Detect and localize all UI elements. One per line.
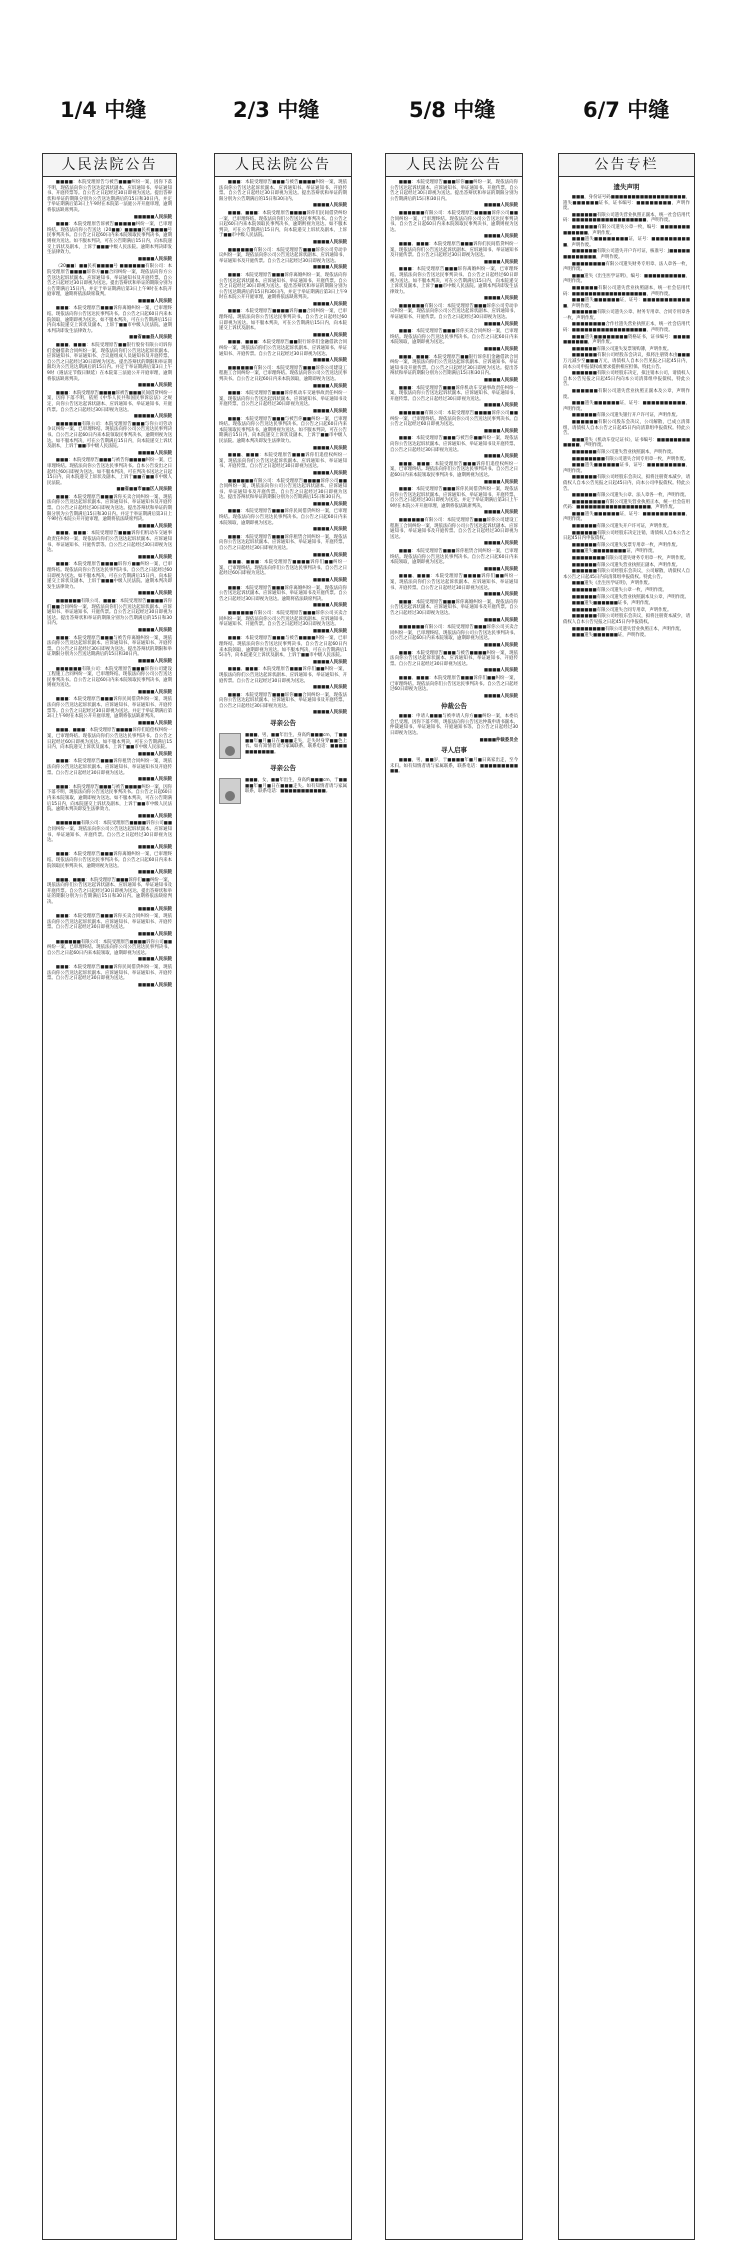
column-label-3: 5/8 中缝 xyxy=(409,98,496,122)
column-header: 公告专栏 xyxy=(559,154,694,177)
column-header: 人民法院公告 xyxy=(43,154,176,177)
section-title: 仲裁公告 xyxy=(441,702,467,711)
section-title: 遗失声明 xyxy=(613,183,640,191)
notice-column-2 xyxy=(214,153,352,2240)
section-title: 寻亲公告 xyxy=(270,719,296,728)
missing-person-entry: ■■■，男，■■年出生，身高约■■■cm，于■■■■年■月■日在■■■走失，走失时身穿■■色上衣。如有知情者请与家属联系，联系电话：■■■■■■■■■■■。 xyxy=(219,731,347,761)
column-label-2: 2/3 中缝 xyxy=(233,98,320,122)
column-label-1: 1/4 中缝 xyxy=(60,98,147,122)
portrait-photo xyxy=(219,733,241,759)
column-header: 人民法院公告 xyxy=(386,154,522,177)
column-label-4: 6/7 中缝 xyxy=(583,98,670,122)
notice-column-3 xyxy=(385,153,523,2240)
notice-column-4 xyxy=(558,153,695,2240)
portrait-photo xyxy=(219,778,241,804)
column-body: ■■■：本院受理原告■■■诉你■■纠纷一案，现依法向你公告送达起诉状副本、应诉通知书、举证通知书、开庭传票。自公告之日起经过30日即视为送达。提出答辩状和举证的期限分别为公告期满后的15日和30日内。 ■■■■人民法院 ■■■■■■有限公司：本院受理原告■■■■诉你公司■■合同纠纷一案，已审理终结。现依法向你公司公告送达民事判决书。自公告之日起60日内来本院领取民事判决书，逾期则视为送达。 ■■■■人民法院 ■■■、■■■：本院受理原告■■■诉你们民间借贷纠纷一案，现依法向你们公告送达起诉状副本、应诉通知书、举证通知书及开庭传票。自公告之日起经过30日即视为送达。 ■■■■人民法院 ■■■：本院受理原告■■■诉你离婚纠纷一案，已审理终结。现依法向你公告送达民事判决书。自公告之日起经过60日即视为送达。如不服本判决，可在公告期满后15日内，向本院递交上诉状及副本，上诉于■■市中级人民法院。逾期本判决即发生法律效力。 ■■■■人民法院 ■■■■■■有限公司：本院受理原告■■■诉你公司劳动争议纠纷一案，现依法向你公司公告送达起诉状副本、应诉通知书、举证通知书、开庭传票。自公告之日起经过30日即视为送达。 ■■■■人民法院 ■■■：本院受理原告■■■诉你买卖合同纠纷一案，已审理终结。现依法向你公告送达民事判决书。自公告之日起60日内来本院领取，逾期即视为送达。 ■■■■人民法院 ■■■、■■■：本院受理原告■■银行诉你们金融借款合同纠纷一案，现依法向你们公告送达起诉状副本、应诉通知书、举证通知书及开庭传票。自公告之日起经过30日即视为送达。提出答辩状和举证的期限分别为公告期满后15日和30日内。 ■■■■人民法院 ■■■：本院受理原告■■■诉你机动车交通事故责任纠纷一案，现依法向你公告送达起诉状副本、应诉通知书、举证通知书、开庭传票。自公告之日起经过30日即视为送达。 ■■■■人民法院 ■■■■■■有限公司：本院受理原告■■■■诉你公司■■纠纷一案，已审理终结。现依法向你公司公告送达民事判决书。自公告之日起经过60日即视为送达。 ■■■■人民法院 ■■■：本院受理原告■■■与被告你■■纠纷一案，现依法向你公告送达起诉状副本、应诉通知书、举证通知书及开庭传票。自公告之日起经过30日即视为送达。 ■■■■人民法院 ■■■、■■■：本院受理原告■■■诉你们追偿权纠纷一案，已审理终结。现依法向你们公告送达民事判决书。自公告之日起60日内来本院领取民事判决书，逾期则视为送达。 ■■■■人民法院 ■■■：本院受理原告■■■诉你民间借贷纠纷一案，现依法向你公告送达起诉状副本、应诉通知书、举证通知书、开庭传票。自公告之日起经过30日即视为送达。并定于举证期满后第3日上午9时在本院公开开庭审理，逾期将依法缺席判决。 ■■■■人民法院 ■■■■■■有限公司：本院受理原告■■■诉你公司建设工程施工合同纠纷一案，现依法向你公司公告送达起诉状副本、应诉通知书、举证通知书及开庭传票。自公告之日起经过30日即视为送达。 ■■■■人民法院 ■■■：本院受理原告■■■诉你租赁合同纠纷一案，已审理终结。现依法向你公告送达民事判决书。自公告之日起60日内来本院领取，逾期即视为送达。 ■■■■人民法院 ■■■、■■■：本院受理原告■■■■诉你们■■纠纷一案，现依法向你们公告送达起诉状副本、应诉通知书、举证通知书、开庭传票。自公告之日起经过30日即视为送达。 ■■■■人民法院 ■■■：本院受理原告■■■诉你离婚纠纷一案，现依法向你公告送达起诉状副本、应诉通知书、举证通知书及开庭传票。自公告之日起经过30日即视为送达。 ■■■■人民法院 ■■■■■■有限公司：本院受理原告■■■诉你公司买卖合同纠纷一案，已审理终结。现依法向你公司公告送达民事判决书。自公告之日起60日内来本院领取，逾期即视为送达。 ■■■■人民法院 ■■■：本院受理原告■■■与被告■■■■纠纷一案，现依法向你公告送达起诉状副本、应诉通知书、举证通知书、开庭传票。自公告之日起经过30日即视为送达。 ■■■■人民法院 ■■■、■■■：本院受理原告■■■诉你们■■纠纷一案，已审理终结。现依法向你们公告送达民事判决书。自公告之日起经过60日即视为送达。 ■■■■人民法院 仲裁公告 ■■■：申请人■■■与被申请人你方■■纠纷一案，本委员会已受理。因你下落不明，现依法向你公告送达仲裁申请书副本、仲裁通知书、举证通知书、开庭通知书等。自公告之日起经过30日即视为送达。 ■■■■仲裁委员会 寻人启事 ■■■，男，■■岁，于■■■■年■月■日离家出走，至今未归。如有知情者请与家属联系，联系电话：■■■■■■■■■■■。 xyxy=(390,180,518,775)
column-body: 遗失声明 ■■■，身份证号码■■■■■■■■■■■■■■■■■■，遗失■■■■■■证书，证书编号：■■■■■■■■，声明作废。 ■■■■■■有限公司遗失营业执照正副本，统一社会信用代码：■■■■■■■■■■■■■■■■■■，声明作废。 ■■■■■■有限公司遗失公章一枚，编号：■■■■■■■■■■■■■，声明作废。 ■■■遗失■■■■■■■■证，证号：■■■■■■■■■■，声明作废。 ■■■■■■有限公司遗失开户许可证，核准号：J■■■■■■■■■■■■■，声明作废。 ■■■■■■■■有限公司遗失财务专用章、法人章各一枚，声明作废。 ■■■遗失《出生医学证明》，编号：■■■■■■■■■■，声明作废。 ■■■■■■有限公司遗失营业执照副本，统一社会信用代码：■■■■■■■■■■■■■■■■■■，声明作废。 ■■■遗失■■■■■■证，证号：■■■■■■■■■■■■，声明作废。 ■■■■■■有限公司遗失公章、财务专用章、合同专用章各一枚，声明作废。 ■■■■■■■■合作社遗失营业执照正本，统一社会信用代码：■■■■■■■■■■■■■■■■■■，声明作废。 ■■■遗失■■■■■■■■资格证书，证书编号：■■■■■■■■■■，声明作废。 ■■■■■■有限公司遗失发票领购簿，声明作废。 ■■■■■■有限公司经股东会决议，拟将注册资本由■■■万元减少至■■■万元，请债权人自本公告见报之日起45日内，向本公司申报债权或要求提供相应担保。特此公告。 ■■■■■■有限公司经股东决定，拟注销本公司，请债权人自本公告见报之日起45日内向本公司清算组申报债权。特此公告。 ■■■■■■有限公司遗失营业执照正副本及公章，声明作废。 ■■■遗失■■■■■■证，证号：■■■■■■■■■■，声明作废。 ■■■■■■有限公司遗失银行开户许可证，声明作废。 ■■■■■■有限公司股东会决议，公司解散，已成立清算组，请债权人自本公告之日起45日内向清算组申报债权。特此公告。 ■■■遗失《机动车登记证书》，证书编号：■■■■■■■■■■■■，声明作废。 ■■■■■■有限公司遗失营业执照副本，声明作废。 ■■■■■■■■有限公司遗失合同专用章一枚，声明作废。 ■■■遗失■■■■■■证书，证号：■■■■■■■■■，声明作废。 ■■■■■■有限公司经股东会决议，拟将注册资本减少，请债权人自本公告见报之日起45日内，向本公司申报债权。特此公告。 ■■■■■■有限公司遗失公章、法人章各一枚，声明作废。 ■■■■■■■■有限公司遗失营业执照正本，统一社会信用代码：■■■■■■■■■■■■■■■■■■，声明作废。 ■■■遗失■■■■■■证，证号：■■■■■■■■■■，声明作废。 ■■■■■■有限公司遗失开户许可证，声明作废。 ■■■■■■有限公司经股东决定注销，请债权人自本公告之日起45日内申报债权。 ■■■■■■有限公司遗失发票专用章一枚，声明作废。 ■■■遗失■■■■■■■■证，声明作废。 ■■■■■■■■有限公司遗失财务专用章一枚，声明作废。 ■■■■■■有限公司遗失营业执照正副本，声明作废。 ■■■■■■有限公司经股东会决议，公司解散，请债权人自本公告之日起45日内向清算组申报债权。特此公告。 ■■■遗失《出生医学证明》，声明作废。 ■■■■■■有限公司遗失公章一枚，声明作废。 ■■■■■■有限公司遗失营业执照副本及公章，声明作废。 ■■■遗失■■■■■■证书，声明作废。 ■■■■■■有限公司遗失合同专用章，声明作废。 ■■■■■■有限公司经股东会决议，拟将注册资本减少，请债权人自本公告见报之日起45日内申报债权。 ■■■■■■■■有限公司遗失营业执照正本，声明作废。 ■■■遗失■■■■■■证，声明作废。 xyxy=(563,183,690,639)
column-body: ■■■：本院受理原告■■■与被告■■■■纠纷一案，现依法向你公告送达起诉状副本、应诉通知书、举证通知书、开庭传票。自公告之日起经过30日即视为送达。提出答辩状和举证的期限分别为公告期满后的15日和30日内。 ■■■■人民法院 ■■■、■■■：本院受理原告■■■■诉你们民间借贷纠纷一案，已审理终结。现依法向你们公告送达民事判决书。自公告之日起60日内来本院领取民事判决书，逾期则视为送达。如不服本判决，可在公告期满后15日内，向本院递交上诉状及副本，上诉于■■市中级人民法院。 ■■■■人民法院 ■■■■■■有限公司：本院受理原告■■■诉你公司劳动争议纠纷一案，现依法向你公司公告送达起诉状副本、应诉通知书、举证通知书及开庭传票。自公告之日起经过30日即视为送达。 ■■■■人民法院 ■■■：本院受理原告■■■诉你离婚纠纷一案，现依法向你公告送达起诉状副本、应诉通知书、举证通知书、开庭传票。自公告之日起经过30日即视为送达。提出答辩状和举证的期限分别为公告送达期满后的15日和30日内。并定于举证期满后第3日上午9时在本院公开开庭审理，逾期将依法缺席判决。 ■■■■人民法院 ■■■：本院受理原告■■■■诉你■■合同纠纷一案，已审理终结。现依法向你公告送达民事判决书。自公告之日起经过60日即视为送达。如不服本判决，可在公告期满后15日内，向本院递交上诉状及副本。 ■■■■人民法院 ■■■、■■■：本院受理原告■■银行诉你们金融借款合同纠纷一案，现依法向你们公告送达起诉状副本、应诉通知书、举证通知书、开庭传票。自公告之日起经过30日即视为送达。 ■■■■人民法院 ■■■■■■有限公司：本院受理原告■■■诉你公司建设工程施工合同纠纷一案，已审理终结。现依法向你公司公告送达民事判决书。自公告之日起60日内来本院领取，逾期即视为送达。 ■■■■人民法院 ■■■：本院受理原告■■■诉你机动车交通事故责任纠纷一案，现依法向你公告送达起诉状副本、应诉通知书、举证通知书及开庭传票。自公告之日起经过30日即视为送达。 ■■■■人民法院 ■■■：本院受理原告■■■与被告你■■纠纷一案，已审理终结。现依法向你公告送达民事判决书。自公告之日起60日内来本院领取民事判决书，逾期则视为送达。如不服本判决，可在公告期满后15日内，向本院递交上诉状及副本，上诉于■■市中级人民法院。逾期本判决即发生法律效力。 ■■■■人民法院 ■■■、■■■：本院受理原告■■■诉你们追偿权纠纷一案，现依法向你们公告送达起诉状副本、应诉通知书、举证通知书、开庭传票。自公告之日起经过30日即视为送达。 ■■■■人民法院 ■■■■■■有限公司：本院受理原告■■■■诉你公司■■合同纠纷一案，现依法向你公司公告送达起诉状副本、应诉通知书、举证通知书及开庭传票。自公告之日起经过30日即视为送达。提出答辩状和举证的期限分别为公告期满后15日和30日内。 ■■■■人民法院 ■■■：本院受理原告■■■诉你民间借贷纠纷一案，已审理终结。现依法向你公告送达民事判决书。自公告之日起60日内来本院领取，逾期即视为送达。 ■■■■人民法院 ■■■：本院受理原告■■■诉你租赁合同纠纷一案，现依法向你公告送达起诉状副本、应诉通知书、举证通知书、开庭传票。自公告之日起经过30日即视为送达。 ■■■■人民法院 ■■■、■■■：本院受理原告■■■■诉你们■■纠纷一案，已审理终结。现依法向你们公告送达民事判决书。自公告之日起经过60日即视为送达。 ■■■■人民法院 ■■■：本院受理原告■■■诉你离婚纠纷一案，现依法向你公告送达起诉状副本、应诉通知书、举证通知书及开庭传票。自公告之日起经过30日即视为送达。逾期将依法缺席判决。 ■■■■人民法院 ■■■■■■有限公司：本院受理原告■■■诉你公司买卖合同纠纷一案，现依法向你公司公告送达起诉状副本、应诉通知书、举证通知书、开庭传票。自公告之日起经过30日即视为送达。 ■■■■人民法院 ■■■：本院受理原告■■■与被告■■■■纠纷一案，已审理终结。现依法向你公告送达民事判决书。自公告之日起60日内来本院领取，逾期即视为送达。如不服本判决，可在公告期满后15日内，向本院递交上诉状及副本，上诉于■■市中级人民法院。 ■■■■人民法院 ■■■、■■■：本院受理原告■■■诉你们■■纠纷一案，现依法向你们公告送达起诉状副本、应诉通知书、举证通知书、开庭传票。自公告之日起经过30日即视为送达。 ■■■■人民法院 ■■■：本院受理原告■■■诉你■■合同纠纷一案，现依法向你公告送达起诉状副本、应诉通知书、举证通知书及开庭传票。自公告之日起经过30日即视为送达。 ■■■■人民法院 寻亲公告 ■■■，男，■■年出生，身高约■■■cm，于■■■■年■月■日在■■■走失，走失时身穿■■色上衣。如有知情者请与家属联系，联系电话：■■■■■■■■■■■。 寻亲公告 ■■■，女，■■年出生，身高约■■■cm，于■■■■年■月■日在■■■走失。如有知情者请与家属联系，联系电话：■■■■■■■■■■■。 xyxy=(215,177,351,812)
section-title-2: 寻亲公告 xyxy=(270,764,296,773)
missing-person-entry: ■■■，女，■■年出生，身高约■■■cm，于■■■■年■月■日在■■■走失。如有知情者请与家属联系，联系电话：■■■■■■■■■■■。 xyxy=(219,776,347,806)
column-header: 人民法院公告 xyxy=(215,154,351,177)
column-body: ■■■■：本院受理原告与被告■■■纠纷一案，因你下落不明，现依法向你公告送达起诉状副本、应诉通知书、举证通知书、开庭传票等。自公告之日起经过30日即视为送达。提出答辩状和举证的期限分别为公告送达期满后的15日和30日内。并定于举证期满后第3日上午9时在本院第一法庭公开开庭审理，逾期将依法缺席判决。 ■■■■■人民法院 ■■■：本院受理原告诉被告■■■■■纠纷一案，已审理终结。现依法向你公告送达（20■■）■■■■民初■■■■号民事判决书。自公告之日起60日内来本院领取民事判决书，逾期则视为送达。如不服本判决，可在公告期满后15日内，向本院递交上诉状及副本，上诉于■■■中级人民法院。逾期本判决即发生法律效力。 ■■■■人民法院 （20■■）■■民初■■■■号 ■■■■■■有限公司：本院受理原告■■■■诉你方■■合同纠纷一案，现依法向你方公告送达起诉状副本、应诉通知书、举证通知书及开庭传票。自公告之日起经过30日即视为送达。提出答辩状和举证的期限分别为公告期满后15日内。并定于举证期满后第3日上午9时在本院开庭审理，逾期将依法缺席裁判。 ■■■■人民法院 ■■■：本院受理原告■■■诉你离婚纠纷一案，已审理终结。现依法向你公告送达民事判决书。自公告之日起60日内来本院领取，逾期即视为送达。如不服本判决，可在公告期满后15日内向本院递交上诉状及副本，上诉于■■市中级人民法院。逾期本判决即发生法律效力。 ■■省■■县人民法院 ■■■、■■■：本院受理原告■■银行股份有限公司诉你们金融借款合同纠纷一案，现依法向你们公告送达起诉状副本、应诉通知书、举证通知书、合议庭组成人员通知书及开庭传票。自公告之日起经过30日即视为送达。提出答辩状的期限和举证期限均为公告送达期满后的15日内。并定于举证期满后第3日上午9时（遇法定节假日顺延）在本院第三法庭公开开庭审理，逾期将依法缺席判决。 ■■■■人民法院 ■■■：本院受理原告■■■■诉被告■■■民间借贷纠纷一案，因你下落不明，依照《中华人民共和国民事诉讼法》之规定，向你公告送达起诉状副本、应诉通知书、举证通知书、开庭传票。自公告之日起经过30日即视为送达。 ■■■■■人民法院 ■■■■■■有限公司：本院受理原告■■■与你公司劳动争议纠纷一案，已审理终结。现依法向你公司公告送达民事判决书。自公告之日起60日内来本院领取民事判决书，逾期则视为送达。如不服本判决，可在公告期满后15日内，向本院递交上诉状及副本，上诉于■■市中级人民法院。 ■■■■人民法院 ■■■：本院受理原告■■■与被告你■■■■纠纷一案，已审理终结。现依法向你公告送达民事判决书。自本公告发出之日起经过60日即视为送达。如不服本判决，可在判决书送达之日起15日内，向本院递交上诉状及副本，上诉于■■省■■市中级人民法院。 ■■省■■市■■区人民法院 ■■■：本院受理原告■■■诉你买卖合同纠纷一案，现依法向你公告送达起诉状副本、应诉通知书、举证通知书及开庭传票。自公告之日起经过30日即视为送达。提出答辩状和举证的期限分别为公告期满后15日和30日内。并定于举证期满后第3日上午9时在本院公开开庭审理，逾期将依法缺席判决。 ■■■■人民法院 ■■■、■■■：本院受理原告■■■诉你们机动车交通事故责任纠纷一案，现依法向你们公告送达起诉状副本、应诉通知书、举证通知书、开庭传票等。自公告之日起经过30日即视为送达。 ■■■■人民法院 ■■■：本院受理原告■■■■诉你方■■纠纷一案，已审理终结。现依法向你公告送达民事判决书。自公告之日起经过60日即视为送达。如不服本判决，可在公告期满后15日内，向本院递交上诉状及副本，上诉于■■■中级人民法院。逾期本判决即发生法律效力。 ■■■■人民法院 ■■■■■■有限公司、■■■：本院受理原告■■■■诉你们■■合同纠纷一案，现依法向你们公告送达起诉状副本、应诉通知书、举证通知书、开庭传票。自公告之日起经过30日即视为送达。提出答辩状和举证的期限分别为公告期满后的15日和30日内。 ■■■■人民法院 ■■■：本院受理原告■■■与被告你离婚纠纷一案，现依法向你公告送达起诉状副本、应诉通知书、举证通知书、开庭传票。自公告之日起经过30日即视为送达。提出答辩状的期限和举证期限分别为公告送达期满后的15日和30日内。 ■■■■人民法院 ■■■■■■有限公司：本院受理原告■■■诉你公司建设工程施工合同纠纷一案，已审理终结。现依法向你公司公告送达民事判决书。自公告之日起60日内来本院领取民事判决书，逾期则视为送达。 ■■■■人民法院 ■■■：本院受理原告■■■诉你民间借贷纠纷一案，现依法向你公告送达起诉状副本、应诉通知书、举证通知书、开庭传票等。自公告之日起经过30日即视为送达。并定于举证期满后第3日上午9时在本院公开开庭审理，逾期将依法缺席判决。 ■■■■人民法院 ■■■、■■■：本院受理原告■■■■诉你们追偿权纠纷一案，已审理终结。现依法向你们公告送达民事判决书。自公告之日起经过60日即视为送达。如不服本判决，可在公告期满后15日内，向本院递交上诉状及副本，上诉于■■市中级人民法院。 ■■■■人民法院 ■■■：本院受理原告■■■诉你租赁合同纠纷一案，现依法向你公告送达起诉状副本、应诉通知书、举证通知书及开庭传票。自公告之日起经过30日即视为送达。 ■■■■人民法院 ■■■：本院受理原告■■■与被告■■■■纠纷一案，因你下落不明，现依法向你公告送达民事判决书。自公告之日起60日内来本院领取，逾期即视为送达。如不服本判决，可在公告期满后15日内，向本院递交上诉状及副本，上诉于■■市中级人民法院。逾期本判决即发生法律效力。 ■■■■人民法院 ■■■■■■有限公司：本院受理原告■■■■诉你公司■■合同纠纷一案，现依法向你公司公告送达起诉状副本、应诉通知书、举证通知书、开庭传票。自公告之日起经过30日即视为送达。 ■■■■人民法院 ■■■：本院受理原告■■■诉你离婚纠纷一案，已审理终结。现依法向你公告送达民事判决书。自公告之日起60日内来本院领取民事判决书，逾期则视为送达。 ■■■■人民法院 ■■■、■■■：本院受理原告■■■诉你们■■纠纷一案，现依法向你们公告送达起诉状副本、应诉通知书、举证通知书及开庭传票。自公告之日起经过30日即视为送达。提出答辩状和举证的期限分别为公告期满后15日和30日内。逾期将依法缺席判决。 ■■■■人民法院 ■■■：本院受理原告■■■诉你买卖合同纠纷一案，现依法向你公告送达起诉状副本、应诉通知书、举证通知书、开庭传票。自公告之日起经过30日即视为送达。 ■■■■人民法院 ■■■■■■有限公司：本院受理原告■■■■诉你公司■■纠纷一案，已审理终结。现依法向你公司公告送达民事判决书。自公告之日起60日内来本院领取，逾期即视为送达。 ■■■■人民法院 ■■■：本院受理原告■■■诉你民间借贷纠纷一案，现依法向你公告送达起诉状副本、应诉通知书、举证通知书、开庭传票。自公告之日起经过30日即视为送达。 ■■■■人民法院 xyxy=(47,180,172,988)
section-title-2: 寻人启事 xyxy=(441,746,467,755)
notice-column-1 xyxy=(42,153,177,2240)
